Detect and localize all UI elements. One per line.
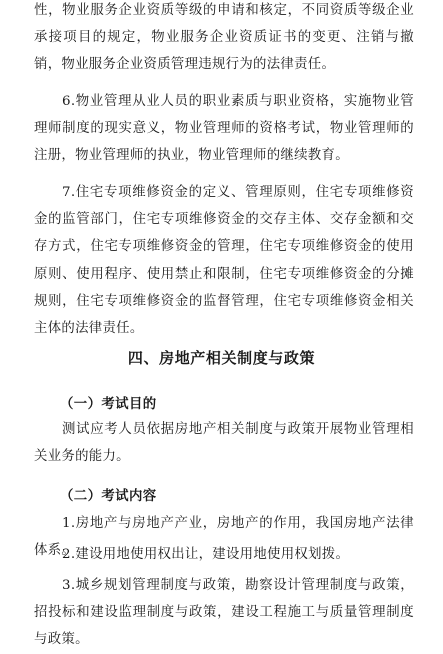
item-6-paragraph: 6.物业管理从业人员的职业素质与职业资格，实施物业管理师制度的现实意义，物业管理师的资格考试，物业管理师的注册，物业管理师的执业，物业管理师的继续教育。 (34, 94, 414, 164)
content-item-1: 1.房地产与房地产产业，房地产的作用，我国房地产法律体系。 (34, 516, 414, 559)
exam-content-heading: （二）考试内容 (60, 489, 157, 504)
content-item-3: 3.城乡规划管理制度与政策，勘察设计管理制度与政策，招投标和建设监理制度与政策，建设工程施工与质量管理制度与政策。 (34, 578, 414, 648)
section-4-title: 四、房地产相关制度与政策 (127, 349, 316, 367)
exam-goal-paragraph: 测试应考人员依据房地产相关制度与政策开展物业管理相关业务的能力。 (34, 422, 414, 465)
content-item-2: 2.建设用地使用权出让，建设用地使用权划拨。 (62, 547, 350, 562)
exam-goal-heading: （一）考试目的 (60, 397, 157, 412)
continuation-paragraph: 性，物业服务企业资质等级的申请和核定，不同资质等级企业承接项目的规定，物业服务企业资质证书的变更、注销与撤销，物业服务企业资质管理违规行为的法律责任。 (34, 3, 414, 73)
item-7-paragraph: 7.住宅专项维修资金的定义、管理原则，住宅专项维修资金的监管部门，住宅专项维修资金的交存主体、交存金额和交存方式，住宅专项维修资金的管理，住宅专项维修资金的使用原则、使用程序、使用禁止和限制，住宅专项维修资金的分摊规则，住宅专项维修资金的监督管理，住宅专项维修资金相关主体的法律责任。 (34, 185, 414, 337)
